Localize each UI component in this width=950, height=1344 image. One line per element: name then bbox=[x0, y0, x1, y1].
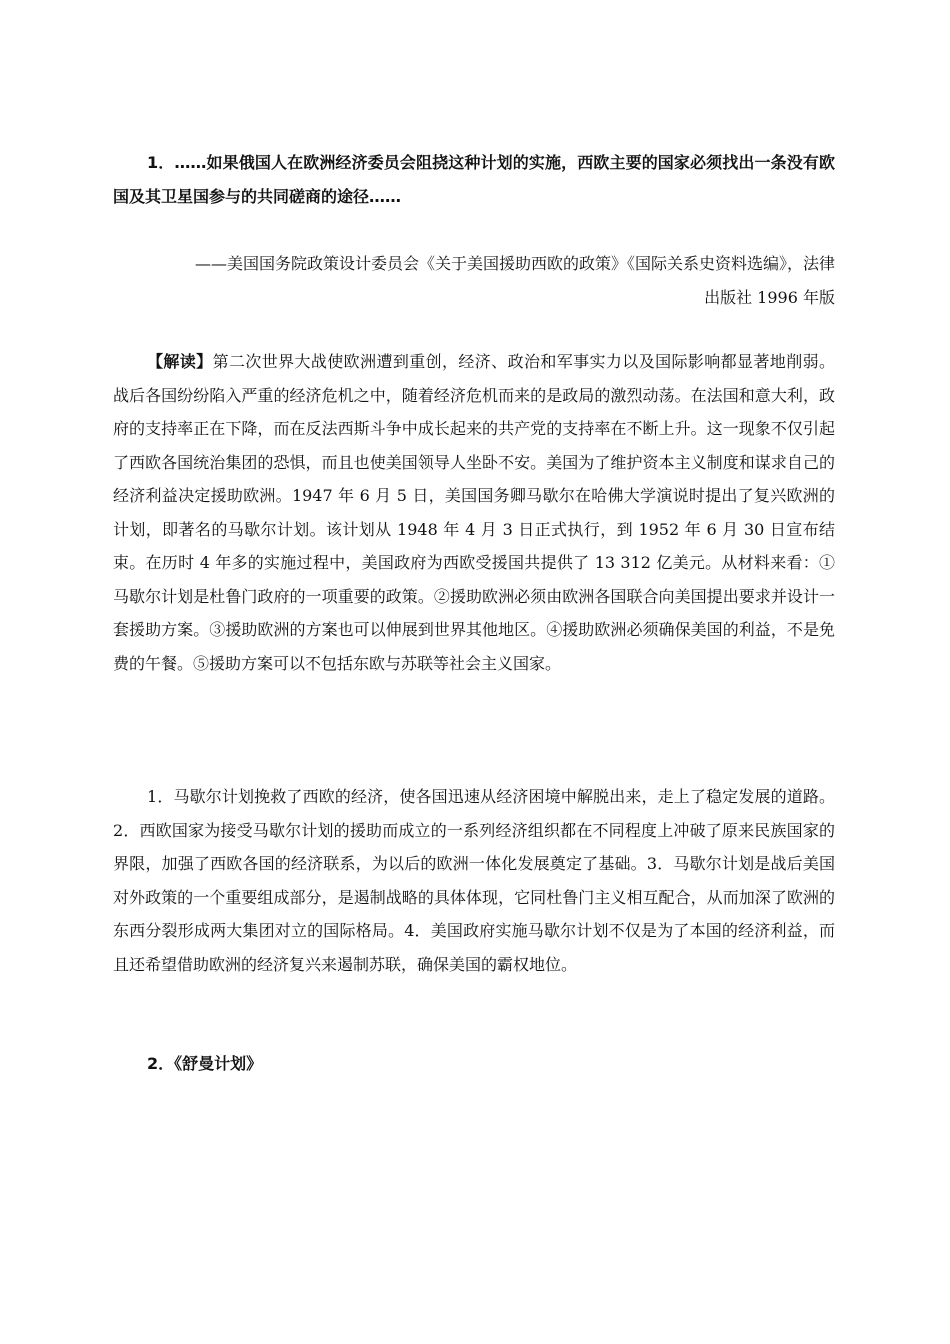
significance-points: 1．马歇尔计划挽救了西欧的经济，使各国迅速从经济困境中解脱出来，走上了稳定发展的道路。2．西欧国家为接受马歇尔计划的援助而成立的一系列经济组织都在不同程度上冲破了原来民族国家的界限，加强了西欧各国的经济联系，为以后的欧洲一体化发展奠定了基础。3．马歇尔计划是战后美国对外政策的一个重要组成部分，是遏制战略的具体体现，它同杜鲁门主义相互配合，从而加深了欧洲的东西分裂形成两大集团对立的国际格局。4．美国政府实施马歇尔计划不仅是为了本国的经济利益，而且还希望借助欧洲的经济复兴来遏制苏联，确保美国的霸权地位。 bbox=[113, 787, 835, 974]
source-citation bbox=[113, 247, 835, 314]
source-line-2: 出版社 1996 年版 bbox=[704, 287, 835, 307]
question-1-text: 1．……如果俄国人在欧洲经济委员会阻挠这种计划的实施，西欧主要的国家必须找出一条没有欧国及其卫星国参与的共同磋商的途径…… bbox=[113, 153, 835, 206]
analysis-paragraph bbox=[113, 345, 835, 680]
analysis-label: 【解读】 bbox=[147, 352, 213, 371]
source-line-1: ——美国国务院政策设计委员会《关于美国援助西欧的政策》《国际关系史资料选编》，法律 bbox=[194, 254, 835, 273]
analysis-text: 第二次世界大战使欧洲遭到重创，经济、政治和军事实力以及国际影响都显著地削弱。战后各国纷纷陷入严重的经济危机之中，随着经济危机而来的是政局的激烈动荡。在法国和意大利，政府的支持率正在下降，而在反法西斯斗争中成长起来的共产党的支持率在不断上升。这一现象不仅引起了西欧各国统治集团的恐惧，而且也使美国领导人坐卧不安。美国为了维护资本主义制度和谋求自己的经济利益决定援助欧洲。1947 年 6 月 5 日，美国国务卿马歇尔在哈佛大学演说时提出了复兴欧洲的计划，即著名的马歇尔计划。该计划从 1948 年 4 月 3 日正式执行，到 1952 年 6 月 30 日宣布结束。在历时 4 年多的实施过程中，美国政府为西欧受援国共提供了 13 312 亿美元。从材料来看：①马歇尔计划是杜鲁门政府的一项重要的政策。②援助欧洲必须由欧洲各国联合向美国提出要求并设计一套援助方案。③援助欧洲的方案也可以伸展到世界其他地区。④援助欧洲必须确保美国的利益，不是免费的午餐。⑤援助方案可以不包括东欧与苏联等社会主义国家。 bbox=[113, 352, 835, 673]
question-2-title: 2．《舒曼计划》 bbox=[147, 1054, 263, 1073]
